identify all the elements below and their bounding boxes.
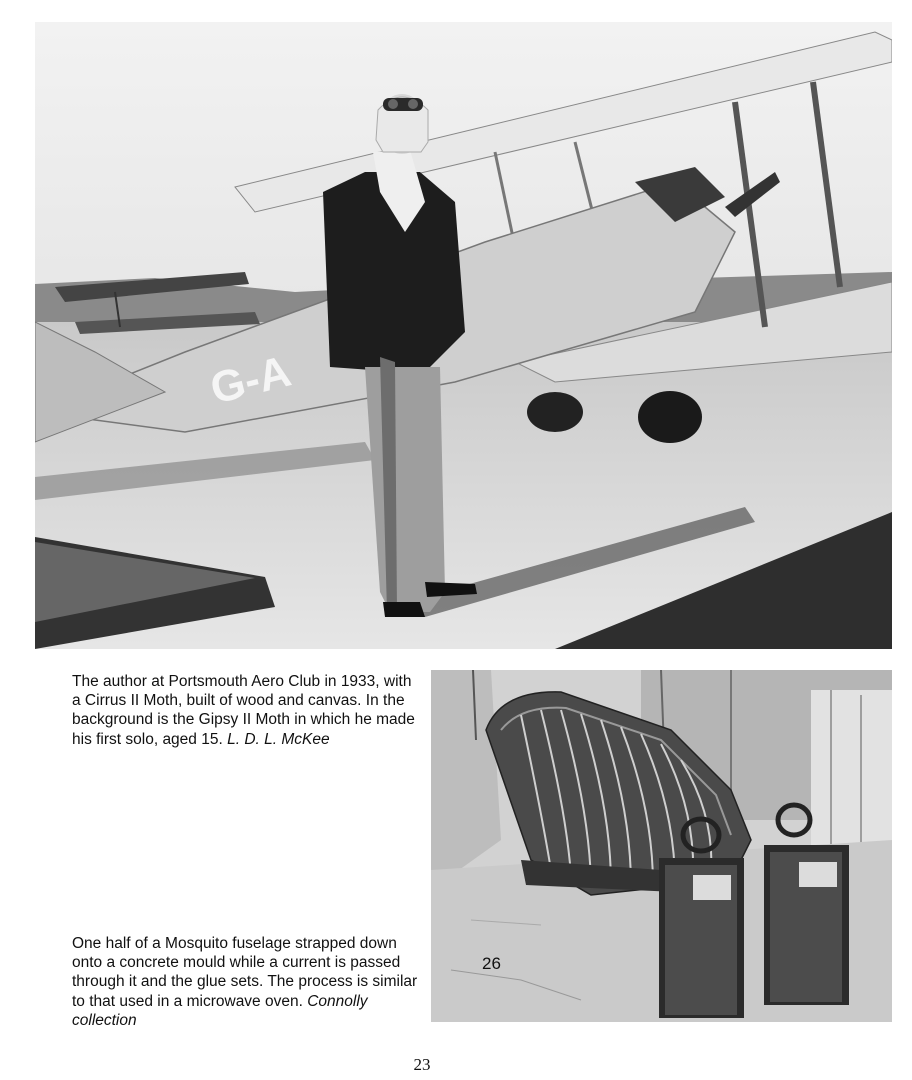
- caption-mosquito-photo-text: One half of a Mosquito fuselage strapped down onto a concrete mould while a current is passed through it and the glue sets. The process is similar to that used in a microwave oven.: [72, 935, 418, 1010]
- caption-author-photo-text: The author at Portsmouth Aero Club in 1933, with a Cirrus II Moth, built of wood and canvas. In the background is the Gipsy II Moth in which he made his first solo, aged 15.: [72, 673, 415, 748]
- photo-author-with-moth: [35, 22, 892, 649]
- caption-author-photo: [72, 672, 417, 749]
- caption-mosquito-photo: [72, 934, 424, 1030]
- photo-credit-mckee: L. D. L. McKee: [227, 730, 330, 748]
- photo-credit-connolly: Connolly collection: [72, 992, 368, 1029]
- aircraft-registration-letters: G-A: [205, 346, 296, 414]
- photo-author-with-moth-image: [35, 22, 892, 649]
- photo-mosquito-fuselage: [431, 670, 892, 1022]
- page-number: 23: [413, 1055, 431, 1074]
- photo-number-label: 26: [482, 954, 501, 973]
